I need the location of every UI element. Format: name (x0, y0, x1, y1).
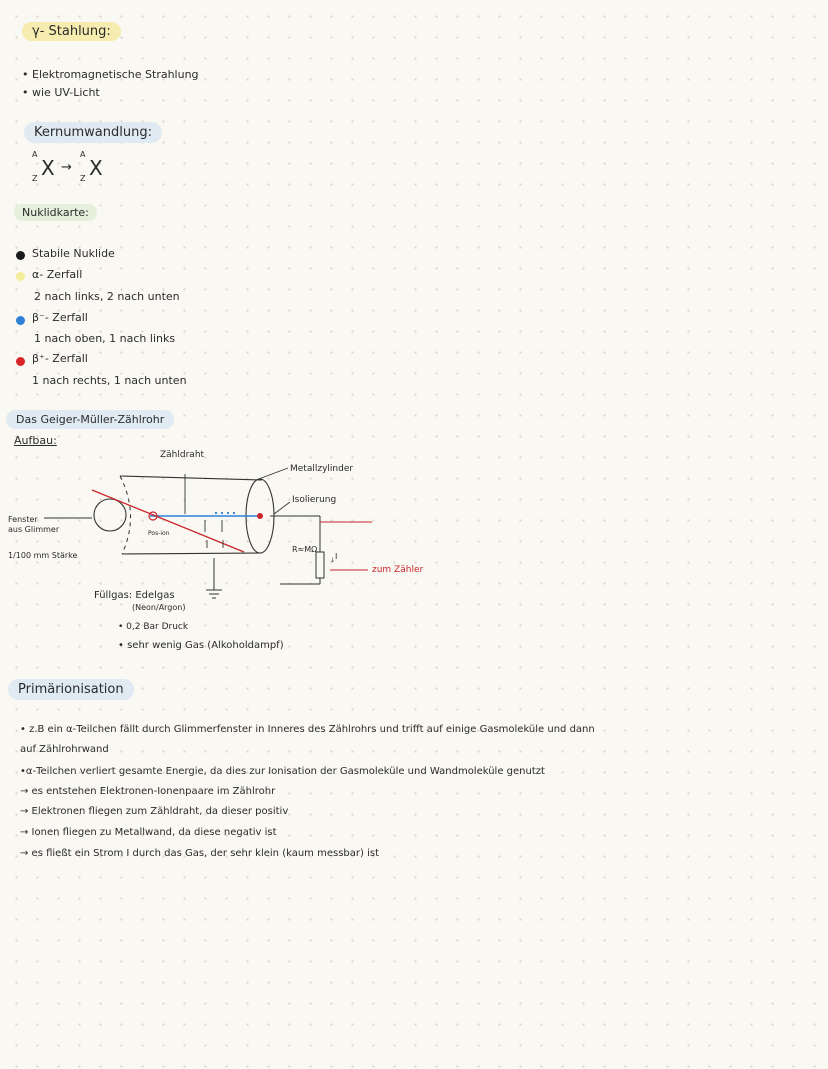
atomic-number: Z (80, 174, 86, 183)
beta-minus-dot-icon (16, 316, 25, 325)
nuklid-item-detail: 1 nach rechts, 1 nach unten (32, 374, 187, 387)
gas-bullet-text: sehr wenig Gas (Alkoholdampf) (127, 640, 284, 651)
label-metallzylinder: Metallzylinder (290, 464, 354, 474)
nuklid-item-detail: 2 nach links, 2 nach unten (34, 290, 180, 303)
alpha-dot-icon (16, 272, 25, 281)
primaer-line: → Ionen fliegen zu Metallwand, da diese negativ ist (20, 827, 277, 838)
staerke-text: mm Stärke (33, 551, 78, 560)
stable-dot-icon (16, 251, 25, 260)
primaer-line: • z.B ein α-Teilchen fällt durch Glimmerfenster in Inneres des Zählrohrs und trifft auf einige Gasmoleküle und dann (20, 724, 595, 735)
label-zum-zaehler: zum Zähler (372, 565, 424, 575)
cylinder-body (120, 476, 274, 554)
circuit (206, 516, 324, 598)
gas-bullet-text: 0,2 Bar Druck (126, 622, 189, 632)
glimmer-window (94, 499, 126, 531)
gamma-title: γ- Stahlung: (22, 22, 121, 41)
arrow-icon: → (61, 160, 72, 175)
gamma-bullet-text: wie UV-Licht (32, 86, 100, 99)
geiger-subtitle: Aufbau: (14, 434, 57, 447)
label-leaders (44, 468, 290, 518)
nuklid-title: Nuklidkarte: (14, 204, 97, 221)
charge-arrows (185, 474, 223, 548)
label-fenster: Fenster (8, 515, 38, 524)
gamma-bullet-text: Elektromagnetische Strahlung (32, 68, 199, 81)
svg-text:↓: ↓ (330, 557, 336, 564)
beta-plus-dot-icon (16, 357, 25, 366)
mass-number: A (32, 150, 38, 159)
primaer-title: Primärionisation (8, 679, 134, 700)
gas-bullet: • 0,2 Bar Druck (118, 622, 189, 632)
geiger-title: Das Geiger-Müller-Zählrohr (6, 410, 174, 429)
electron-dots (215, 512, 235, 514)
primaer-line: → es entstehen Elektronen-Ionenpaare im Zählrohr (20, 786, 276, 797)
primaer-line: auf Zählrohrwand (20, 744, 109, 755)
primaer-line: •α-Teilchen verliert gesamte Energie, da dies zur Ionisation der Gasmoleküle und Wandmoleküle genutzt (20, 766, 545, 777)
mass-number: A (80, 150, 86, 159)
nuklid-item-label: β⁺- Zerfall (32, 352, 88, 365)
gamma-bullet: • wie UV-Licht (22, 86, 100, 99)
label-glimmer: aus Glimmer (8, 525, 60, 534)
element-symbol: X (89, 156, 103, 180)
label-zaehldraht: Zähldraht (160, 450, 205, 460)
wire-end-right (257, 513, 263, 519)
nuklid-item-label: Stabile Nuklide (32, 247, 115, 260)
circuit-red (320, 522, 372, 570)
label-neon-argon: (Neon/Argon) (132, 603, 186, 612)
kern-title: Kernumwandlung: (24, 122, 162, 143)
label-resistor: R≈MΩ (292, 545, 318, 554)
label-staerke (8, 551, 77, 560)
nuklid-item-label: β⁻- Zerfall (32, 311, 88, 324)
gas-bullet: • sehr wenig Gas (Alkoholdampf) (118, 640, 284, 651)
label-pos-ion: Pos-ion (148, 530, 170, 537)
nuklid-item-label: α- Zerfall (32, 268, 83, 281)
window-back-edge (120, 476, 131, 554)
element-symbol: X (41, 156, 55, 180)
primaer-line: → Elektronen fliegen zum Zähldraht, da dieser positiv (20, 806, 289, 817)
nuklid-item-detail: 1 nach oben, 1 nach links (34, 332, 176, 345)
staerke-fraction: 1/100 (8, 551, 32, 560)
geiger-diagram (0, 440, 470, 620)
gamma-bullet: • Elektromagnetische Strahlung (22, 68, 199, 81)
atomic-number: Z (32, 174, 38, 183)
primaer-line: → es fließt ein Strom I durch das Gas, der sehr klein (kaum messbar) ist (20, 848, 379, 859)
alpha-track (92, 490, 244, 552)
label-current: I (335, 552, 338, 561)
label-fuellgas: Füllgas: Edelgas (94, 590, 175, 601)
label-isolierung: Isolierung (292, 495, 337, 505)
kern-formula (28, 150, 138, 190)
